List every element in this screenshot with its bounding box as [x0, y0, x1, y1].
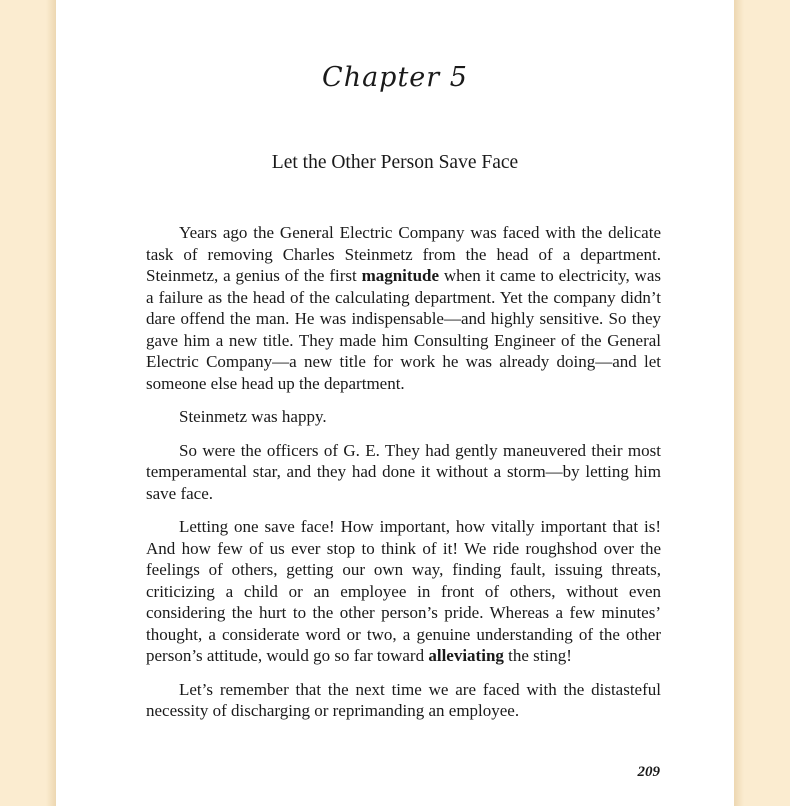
paragraph-1: [146, 222, 661, 394]
paragraph-2: Steinmetz was happy.: [179, 407, 327, 426]
chapter-heading: Chapter 5: [322, 62, 468, 93]
paragraph-3: So were the officers of G. E. They had gently maneuvered their most temperamental star, and they had done it without a storm—by letting him save face.: [146, 440, 661, 503]
paragraph-4: [146, 516, 661, 667]
bold-word-magnitude: magnitude: [361, 266, 440, 285]
page-number: 209: [637, 764, 660, 780]
paragraph-4-text-b: the sting!: [503, 646, 572, 665]
paragraph-1-text-a: Years ago the General Electric Company was faced with the delicate task of removing Charles Steinmetz from the head of a department. Steinmetz, a genius of the first: [146, 223, 661, 285]
page-shadow-left: [46, 0, 56, 806]
paragraph-4-text-a: Letting one save face! How important, how vitally important that is! And how few of us ever stop to think of it! We ride roughshod over the feelings of others, getting our own way, finding fault, issuing threats, criticizing a child or an employee in front of others, without even considering the hurt to the other person’s pride. Whereas a few minutes’ thought, a considerate word or two, a genuine understanding of the other person’s attitude, would go so far toward: [146, 517, 661, 665]
chapter-title: Let the Other Person Save Face: [271, 152, 519, 173]
bold-word-alleviating: alleviating: [428, 646, 504, 665]
book-page: [56, 0, 734, 806]
body-text: [146, 222, 661, 734]
paragraph-5: Let’s remember that the next time we are faced with the distasteful necessity of discharging or reprimanding an employee.: [146, 679, 661, 720]
paragraph-1-text-b: when it came to electricity, was a failure as the head of the calculating department. Yet the company didn’t dare offend the man. He was indispensable—and highly sensitive. So they gave him a new title. They made him Consulting Engineer of the General Electric Company—a new title for work he was already doing—and let someone else head up the department.: [146, 266, 661, 393]
page-shadow-right: [734, 0, 744, 806]
